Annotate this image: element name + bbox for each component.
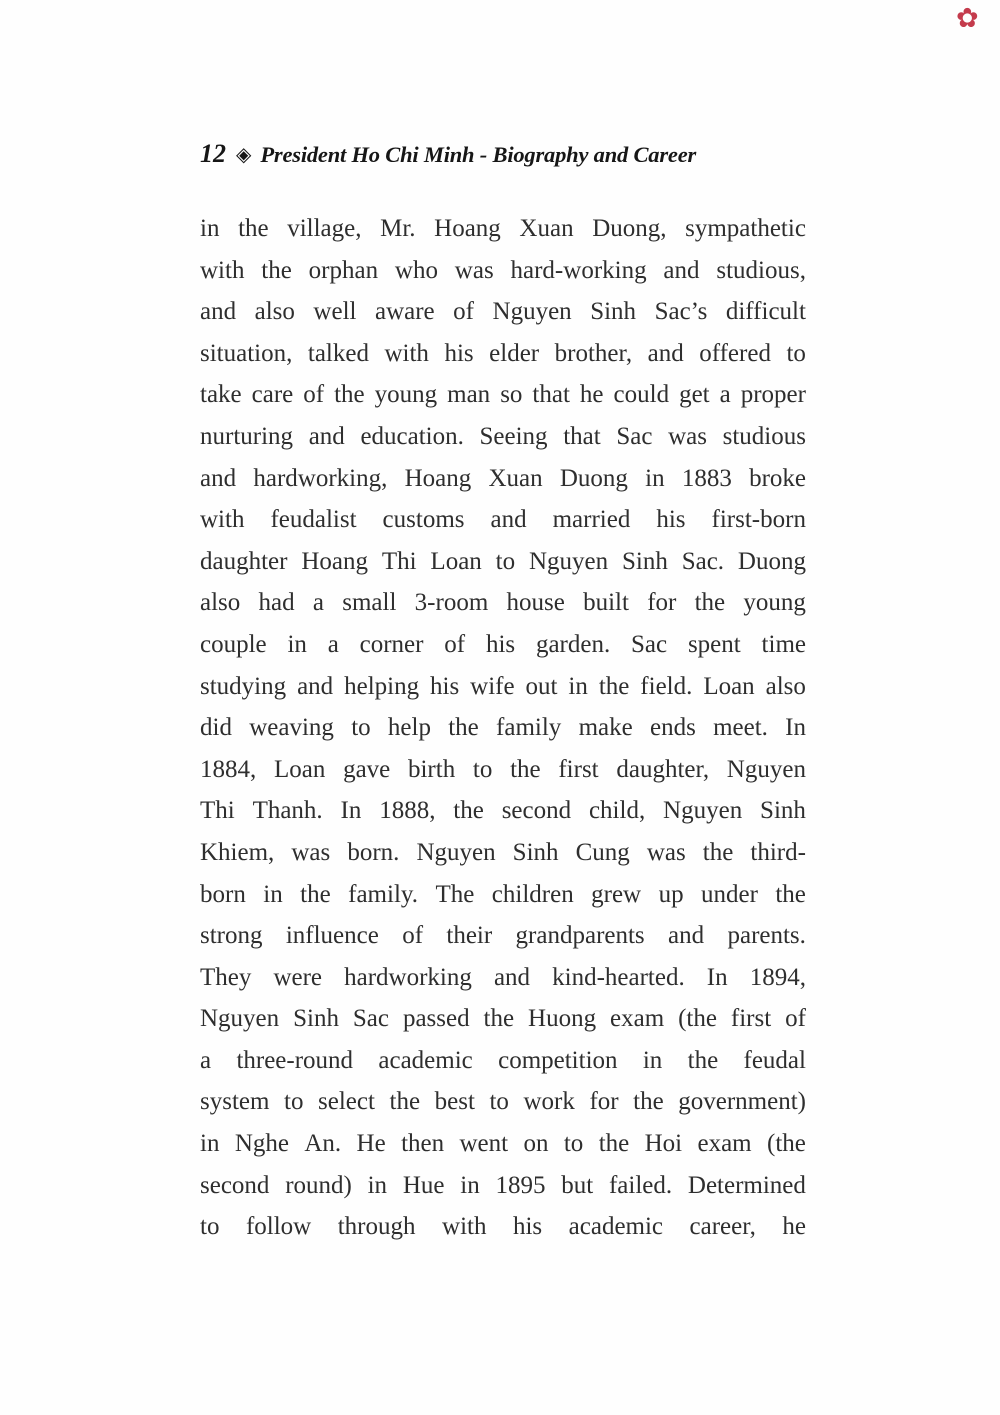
text-line: system to select the best to work for the government)	[200, 1088, 806, 1116]
text-line: in Nghe An. He then went on to the Hoi exam (the	[200, 1130, 806, 1158]
page-number: 12	[200, 139, 226, 168]
text-line: couple in a corner of his garden. Sac spent time	[200, 630, 806, 658]
text-line: Nguyen Sinh Sac passed the Huong exam (the first of	[200, 1005, 806, 1033]
text-line: second round) in Hue in 1895 but failed. Determined	[200, 1171, 806, 1199]
body-text	[200, 208, 806, 1248]
text-line: also had a small 3-room house built for the young	[200, 589, 806, 617]
text-line: strong influence of their grandparents and parents.	[200, 922, 806, 950]
text-line: and hardworking, Hoang Xuan Duong in 1883 broke	[200, 464, 806, 492]
running-header	[200, 139, 696, 169]
text-line: Thi Thanh. In 1888, the second child, Nguyen Sinh	[200, 797, 806, 825]
text-line: Khiem, was born. Nguyen Sinh Cung was the third-	[200, 838, 806, 866]
text-line: daughter Hoang Thi Loan to Nguyen Sinh Sac. Duong	[200, 547, 806, 575]
text-line: nurturing and education. Seeing that Sac was studious	[200, 422, 806, 450]
text-line: in the village, Mr. Hoang Xuan Duong, sympathetic	[200, 215, 806, 242]
text-line: situation, talked with his elder brother, and offered to	[200, 339, 806, 367]
text-line: and also well aware of Nguyen Sinh Sac’s difficult	[200, 298, 806, 326]
flower-icon: ✿	[956, 3, 979, 33]
text-line: born in the family. The children grew up under the	[200, 880, 806, 908]
text-line: with feudalist customs and married his first-born	[200, 506, 806, 534]
text-line: with the orphan who was hard-working and studious,	[200, 256, 806, 284]
running-header-title: President Ho Chi Minh - Biography and Career	[260, 142, 697, 167]
text-line: did weaving to help the family make ends meet. In	[200, 714, 806, 742]
diamond-separator-icon: ◈	[236, 144, 252, 166]
text-line: They were hardworking and kind-hearted. In 1894,	[200, 963, 806, 991]
text-line: take care of the young man so that he could get a proper	[200, 381, 806, 409]
text-line: a three-round academic competition in the feudal	[200, 1046, 806, 1074]
text-line: 1884, Loan gave birth to the first daughter, Nguyen	[200, 755, 806, 783]
text-line: to follow through with his academic career, he	[200, 1213, 806, 1241]
text-line: studying and helping his wife out in the field. Loan also	[200, 672, 806, 700]
